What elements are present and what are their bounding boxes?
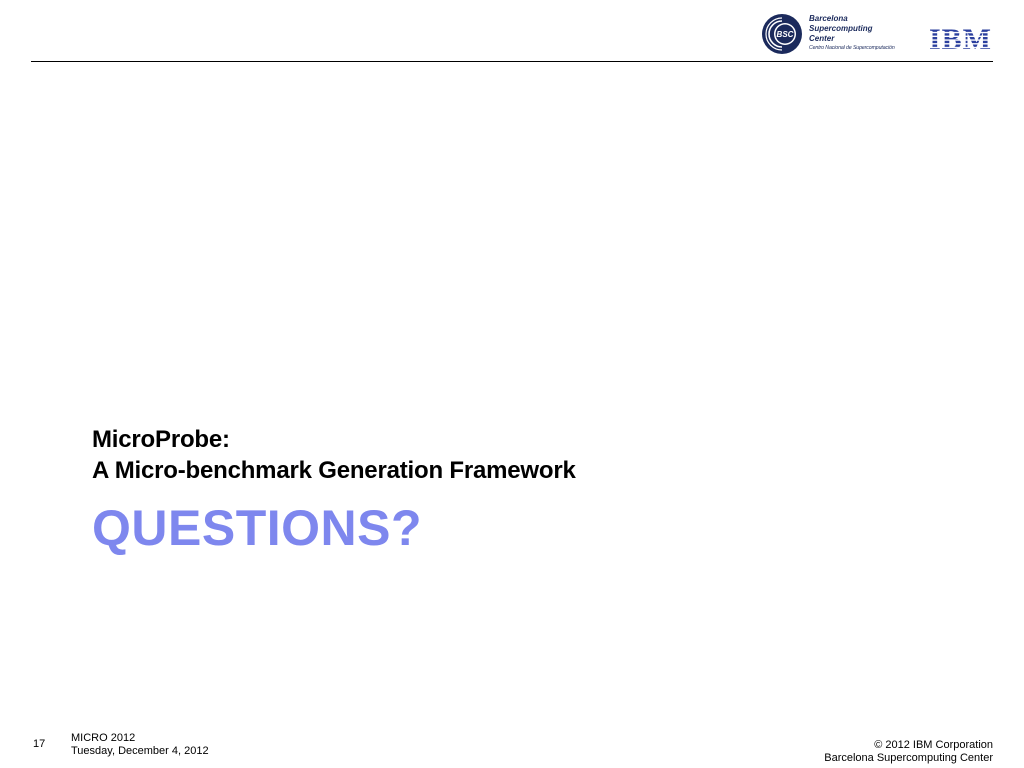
footer-organization: Barcelona Supercomputing Center [824,752,993,764]
footer-date: Tuesday, December 4, 2012 [71,745,209,757]
footer-copyright-text: © 2012 IBM Corporation [874,739,993,751]
footer-conference: MICRO 2012 [71,732,136,744]
bsc-emblem-icon [761,13,803,55]
slide-title: QUESTIONS? [92,500,423,556]
bsc-wordmark [809,14,921,52]
slide-subtitle [92,424,576,486]
bsc-tagline: Centro Nacional de Supercomputación [809,45,895,51]
header-divider [31,61,993,62]
bsc-line-1: Barcelona [809,14,848,23]
bsc-emblem-text: BSC [776,30,794,39]
subtitle-line-1: MicroProbe: [92,426,230,453]
bsc-line-3: Center [809,34,835,43]
bsc-line-2: Supercomputing [809,24,873,33]
ibm-logo [926,22,995,52]
page-number: 17 [33,738,46,750]
bsc-logo [761,12,919,55]
subtitle-line-2: A Micro-benchmark Generation Framework [92,457,576,484]
footer-copyright [824,739,993,765]
ibm-logo-text: IBM [929,23,992,52]
footer-event [71,732,209,758]
